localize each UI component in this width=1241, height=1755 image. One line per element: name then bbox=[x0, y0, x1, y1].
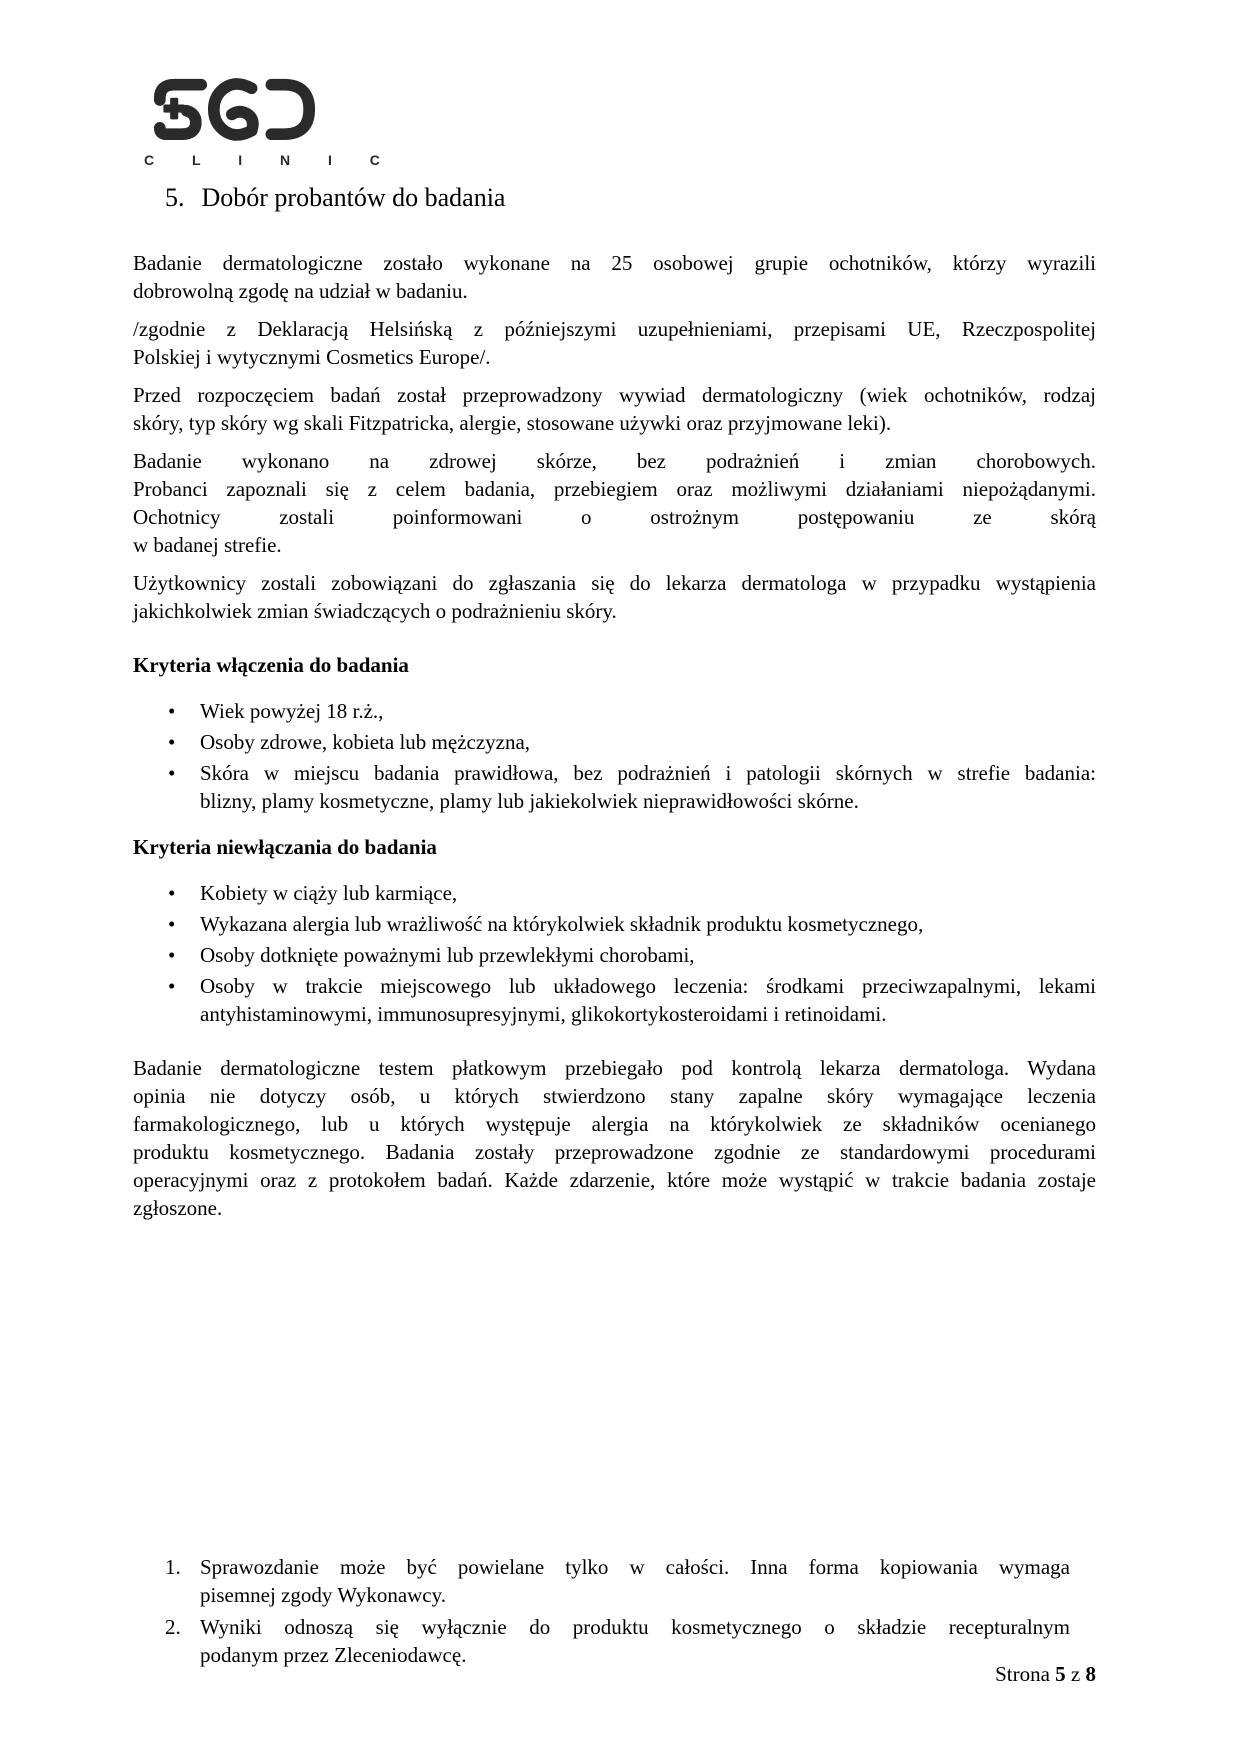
bullet-item bbox=[133, 941, 1096, 969]
text-line: Skóra w miejscu badania prawidłowa, bez podrażnień i patologii skórnych w strefie badania: bbox=[200, 761, 1096, 785]
text-line: opinia nie dotyczy osób, u których stwierdzono stany zapalne skóry wymagające leczenia bbox=[133, 1084, 1096, 1108]
footer-total-pages: 8 bbox=[1085, 1662, 1096, 1686]
text-line: Osoby dotknięte poważnymi lub przewlekłymi chorobami, bbox=[200, 943, 695, 967]
bullet-item bbox=[133, 879, 1096, 907]
bullet-item bbox=[133, 910, 1096, 938]
bullet-item bbox=[133, 759, 1096, 815]
text-line: Kobiety w ciąży lub karmiące, bbox=[200, 881, 458, 905]
text-line: Osoby zdrowe, kobieta lub mężczyzna, bbox=[200, 730, 531, 754]
body-paragraph bbox=[133, 381, 1096, 437]
text-line: blizny, plamy kosmetyczne, plamy lub jakiekolwiek nieprawidłowości skórne. bbox=[200, 789, 859, 813]
closing-paragraph bbox=[133, 1054, 1096, 1222]
text-line: Wyniki odnoszą się wyłącznie do produktu kosmetycznego o składzie recepturalnym bbox=[200, 1615, 1070, 1639]
sgd-logo-icon bbox=[140, 70, 320, 148]
text-line: /zgodnie z Deklaracją Helsińską z późniejszymi uzupełnieniami, przepisami UE, Rzeczpospolitej bbox=[133, 317, 1096, 341]
heading-number: 5. bbox=[165, 183, 185, 212]
text-line: Badanie dermatologiczne testem płatkowym przebiegało pod kontrolą lekarza dermatologa. Wydana bbox=[133, 1056, 1096, 1080]
inclusion-criteria-list bbox=[133, 697, 1096, 815]
footnote-number: 1. bbox=[165, 1555, 181, 1579]
footer-label: Strona bbox=[995, 1662, 1050, 1686]
body-paragraph bbox=[133, 569, 1096, 625]
bullet-item bbox=[133, 728, 1096, 756]
bullet-marker: • bbox=[168, 912, 176, 936]
text-line: Użytkownicy zostali zobowiązani do zgłaszania się do lekarza dermatologa w przypadku wystąpienia bbox=[133, 571, 1096, 595]
bullet-marker: • bbox=[168, 943, 176, 967]
text-line: Wykazana alergia lub wrażliwość na którykolwiek składnik produktu kosmetycznego, bbox=[200, 912, 924, 936]
inclusion-criteria-title: Kryteria włączenia do badania bbox=[133, 653, 409, 677]
text-line: podanym przez Zleceniodawcę. bbox=[200, 1643, 467, 1667]
footer-of-word: z bbox=[1070, 1662, 1081, 1686]
text-line: Wiek powyżej 18 r.ż., bbox=[200, 699, 384, 723]
intro-paragraphs bbox=[133, 249, 1096, 625]
section-heading bbox=[165, 183, 1096, 213]
text-line: Polskiej i wytycznymi Cosmetics Europe/. bbox=[133, 345, 491, 369]
bullet-marker: • bbox=[168, 699, 176, 723]
text-line: antyhistaminowymi, immunosupresyjnymi, glikokortykosteroidami i retinoidami. bbox=[200, 1002, 887, 1026]
text-line: produktu kosmetycznego. Badania zostały przeprowadzone zgodnie ze standardowymi procedurami bbox=[133, 1140, 1096, 1164]
body-paragraph bbox=[133, 249, 1096, 305]
text-line: Sprawozdanie może być powielane tylko w całości. Inna forma kopiowania wymaga bbox=[200, 1555, 1070, 1579]
text-line: pisemnej zgody Wykonawcy. bbox=[200, 1583, 447, 1607]
bullet-marker: • bbox=[168, 761, 176, 785]
clinic-logo bbox=[140, 70, 397, 168]
text-line: skóry, typ skóry wg skali Fitzpatricka, alergie, stosowane używki oraz przyjmowane leki). bbox=[133, 411, 892, 435]
exclusion-criteria-title: Kryteria niewłączania do badania bbox=[133, 835, 437, 859]
footnotes-list bbox=[165, 1553, 1070, 1673]
footnote-item bbox=[165, 1613, 1070, 1669]
text-line: dobrowolną zgodę na udział w badaniu. bbox=[133, 279, 468, 303]
page-footer bbox=[133, 1662, 1096, 1687]
text-line: Badanie wykonano na zdrowej skórze, bez podrażnień i zmian chorobowych. bbox=[133, 449, 1096, 473]
text-line: Badanie dermatologiczne zostało wykonane na 25 osobowej grupie ochotników, którzy wyrazili bbox=[133, 251, 1096, 275]
content-column bbox=[133, 183, 1096, 1232]
text-line: farmakologicznego, lub u których występuje alergia na którykolwiek ze składników ocenianego bbox=[133, 1112, 1096, 1136]
text-line: jakichkolwiek zmian świadczących o podrażnieniu skóry. bbox=[133, 599, 617, 623]
bullet-marker: • bbox=[168, 730, 176, 754]
bullet-marker: • bbox=[168, 974, 176, 998]
heading-title: Dobór probantów do badania bbox=[201, 183, 506, 212]
exclusion-criteria-list bbox=[133, 879, 1096, 1028]
bullet-marker: • bbox=[168, 881, 176, 905]
footnote-number: 2. bbox=[165, 1615, 181, 1639]
text-line: Przed rozpoczęciem badań został przeprowadzony wywiad dermatologiczny (wiek ochotników, rodzaj bbox=[133, 383, 1096, 407]
logo-subtitle: C L I N I C bbox=[144, 152, 397, 168]
bullet-item bbox=[133, 972, 1096, 1028]
footer-page-number: 5 bbox=[1055, 1662, 1066, 1686]
body-paragraph bbox=[133, 447, 1096, 559]
text-line: Ochotnicy zostali poinformowani o ostrożnym postępowaniu ze skórą bbox=[133, 505, 1096, 529]
text-line: Probanci zapoznali się z celem badania, przebiegiem oraz możliwymi działaniami niepożądanymi. bbox=[133, 477, 1096, 501]
text-line: w badanej strefie. bbox=[133, 533, 282, 557]
footnote-item bbox=[165, 1553, 1070, 1609]
text-line: Osoby w trakcie miejscowego lub układowego leczenia: środkami przeciwzapalnymi, lekami bbox=[200, 974, 1096, 998]
body-paragraph bbox=[133, 315, 1096, 371]
bullet-item bbox=[133, 697, 1096, 725]
text-line: zgłoszone. bbox=[133, 1196, 223, 1220]
text-line: operacyjnymi oraz z protokołem badań. Każde zdarzenie, które może wystąpić w trakcie badania zostaje bbox=[133, 1168, 1096, 1192]
